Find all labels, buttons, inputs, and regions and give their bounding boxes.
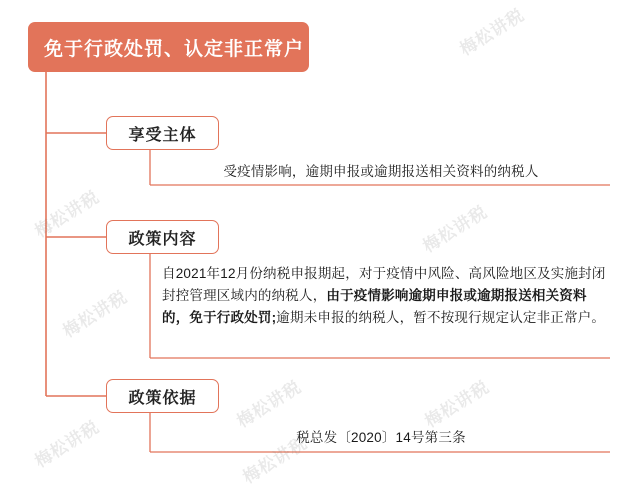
branch-label-text: 政策依据 (128, 389, 197, 407)
watermark-text: 梅松讲税 (59, 287, 131, 342)
policy-text-part2: 逾期未申报的纳税人，暂不按现行规定认定非正常户。 (276, 310, 606, 325)
branch-label-text: 享受主体 (128, 126, 197, 144)
branch-label-policy-content[interactable] (106, 220, 219, 254)
watermark-text: 梅松讲税 (239, 433, 311, 488)
branch-content-policy-content (162, 263, 610, 329)
policy-text-bold: 由于疫情影响逾期申报或逾期报送相关资料的，免于行政处罚; (162, 288, 587, 325)
policy-text-part1: 自2021年12月份纳税申报期起，对于疫情中风险、高风险地区及实施封闭封控管理区域内的纳税人， (162, 266, 606, 303)
watermark-text: 梅松讲税 (233, 377, 305, 432)
watermark-text: 梅松讲税 (419, 202, 491, 257)
watermark-text: 梅松讲税 (456, 5, 528, 60)
branch-content-subject: 受疫情影响，逾期申报或逾期报送相关资料的纳税人 (223, 164, 539, 179)
page-title: 免于行政处罚、认定非正常户 (44, 38, 305, 60)
watermark-text: 梅松讲税 (421, 377, 493, 432)
watermark-text: 梅松讲税 (31, 417, 103, 472)
diagram-title-node (28, 22, 309, 72)
branch-content-policy-basis: 税总发〔2020〕14号第三条 (296, 430, 466, 445)
branch-label-policy-basis[interactable] (106, 379, 219, 413)
branch-label-subject[interactable] (106, 116, 219, 150)
branch-label-text: 政策内容 (128, 230, 197, 248)
watermark-text: 梅松讲税 (31, 187, 103, 242)
